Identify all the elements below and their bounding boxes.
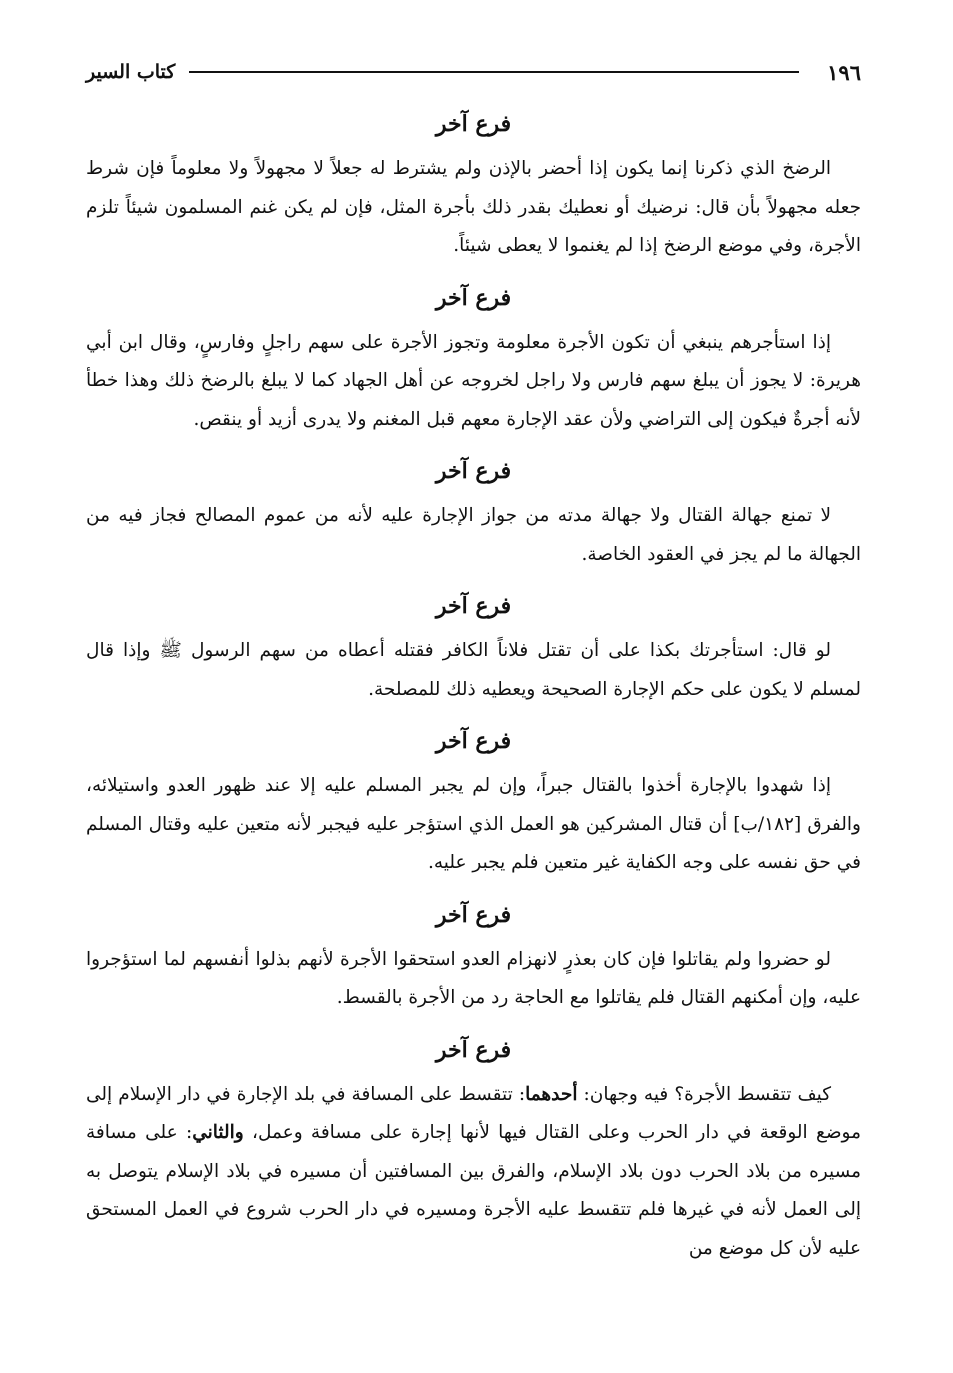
section-1	[86, 98, 861, 266]
section-2	[86, 272, 861, 440]
section-paragraph: لو قال: استأجرتك بكذا على أن تقتل فلاناً الكافر فقتله أعطاه من سهم الرسول ﷺ وإذا قال لمسلم لا يكون على حكم الإجارة الصحيحة ويعطيه ذلك للمصلحة.	[86, 640, 861, 700]
term-second-view: والثاني	[192, 1122, 244, 1143]
section-title: فرع آخر	[435, 1036, 512, 1063]
section-paragraph: الرضخ الذي ذكرنا إنما يكون إذا أحضر بالإذن ولم يشترط له جعلاً لا مجهولاً ولا معلوماً فإن شرط جعله مجهولاً بأن قال: نرضيك أو نعطيك بقدر ذلك بأجرة المثل، فإن لم يكن غنم المسلمون شيئاً تلزم الأجرة، وفي موضع الرضخ إذا لم يغنموا لا يعطى شيئاً.	[86, 158, 861, 256]
paragraph-text: : على مسافة مسيره من بلاد الحرب دون بلاد الإسلام، والفرق بين المسافتين أن مسيره في بلاد الإسلام يتوصل به إلى العمل لأنه في غيرها فلم تتقسط عليه الأجرة ومسيره في دار الحرب شروع في العمل المستحق عليه لأن كل موضع من	[86, 1122, 861, 1259]
running-header	[86, 52, 861, 92]
section-title: فرع آخر	[435, 111, 512, 137]
header-rule	[189, 71, 799, 73]
section-5	[86, 715, 861, 883]
section-3	[86, 445, 861, 574]
paragraph-text: كيف تتقسط الأجرة؟ فيه وجهان:	[577, 1083, 832, 1105]
section-title: فرع آخر	[435, 901, 512, 928]
section-title: فرع آخر	[435, 458, 512, 484]
section-paragraph: لا تمنع جهالة القتال ولا جهالة مدته من جواز الإجارة عليه لأنه من عموم المصالح فجاز فيه من الجهالة ما لم يجز في العقود الخاصة.	[86, 505, 861, 565]
section-paragraph: إذا شهدوا بالإجارة أخذوا بالقتال جبراً، وإن لم يجبر المسلم عليه إلا عند ظهور العدو واستيلائه، والفرق [١٨٢/ب] أن قتال المشركين هو العمل الذي استؤجر عليه فيجبر لأنه متعين عليه وقتال المسلم في حق نفسه على وجه الكفاية غير متعين فلم يجبر عليه.	[86, 775, 861, 873]
section-title: فرع آخر	[435, 728, 512, 754]
section-6	[86, 889, 861, 1018]
book-title: كتاب السير	[86, 61, 176, 83]
section-paragraph	[86, 1076, 861, 1269]
page-number: ١٩٦	[827, 59, 861, 85]
term-first-view: أحدهما	[525, 1083, 578, 1105]
paragraph-text: : تتقسط على المسافة في بلد الإجارة في دار الإسلام إلى موضع الوقعة في دار الحرب وعلى القتال فيها لأنها إجارة على مسافة وعمل،	[86, 1083, 861, 1143]
section-paragraph: إذا استأجرهم ينبغي أن تكون الأجرة معلومة وتجوز الأجرة على سهم راجلٍ وفارسٍ، وقال ابن أبي هريرة: لا يجوز أن يبلغ سهم فارس ولا راجل لخروجه عن أهل الجهاد كما لا يبلغ بالرضخ ذلك وهذا خطأ لأنه أجرةٌ فيكون إلى التراضي ولأن عقد الإجارة معهم قبل المغنم ولا يدرى أزيد أو ينقص.	[86, 331, 861, 430]
section-paragraph: لو حضروا ولم يقاتلوا فإن كان بعذرٍ لانهزام العدو استحقوا الأجرة لأنهم بذلوا أنفسهم لما استؤجروا عليه، وإن أمكنهم القتال فلم يقاتلوا مع الحاجة رد من الأجرة بالقسط.	[86, 948, 861, 1008]
section-7	[86, 1024, 861, 1269]
section-4	[86, 580, 861, 709]
section-title: فرع آخر	[435, 593, 512, 619]
section-title: فرع آخر	[435, 284, 512, 311]
